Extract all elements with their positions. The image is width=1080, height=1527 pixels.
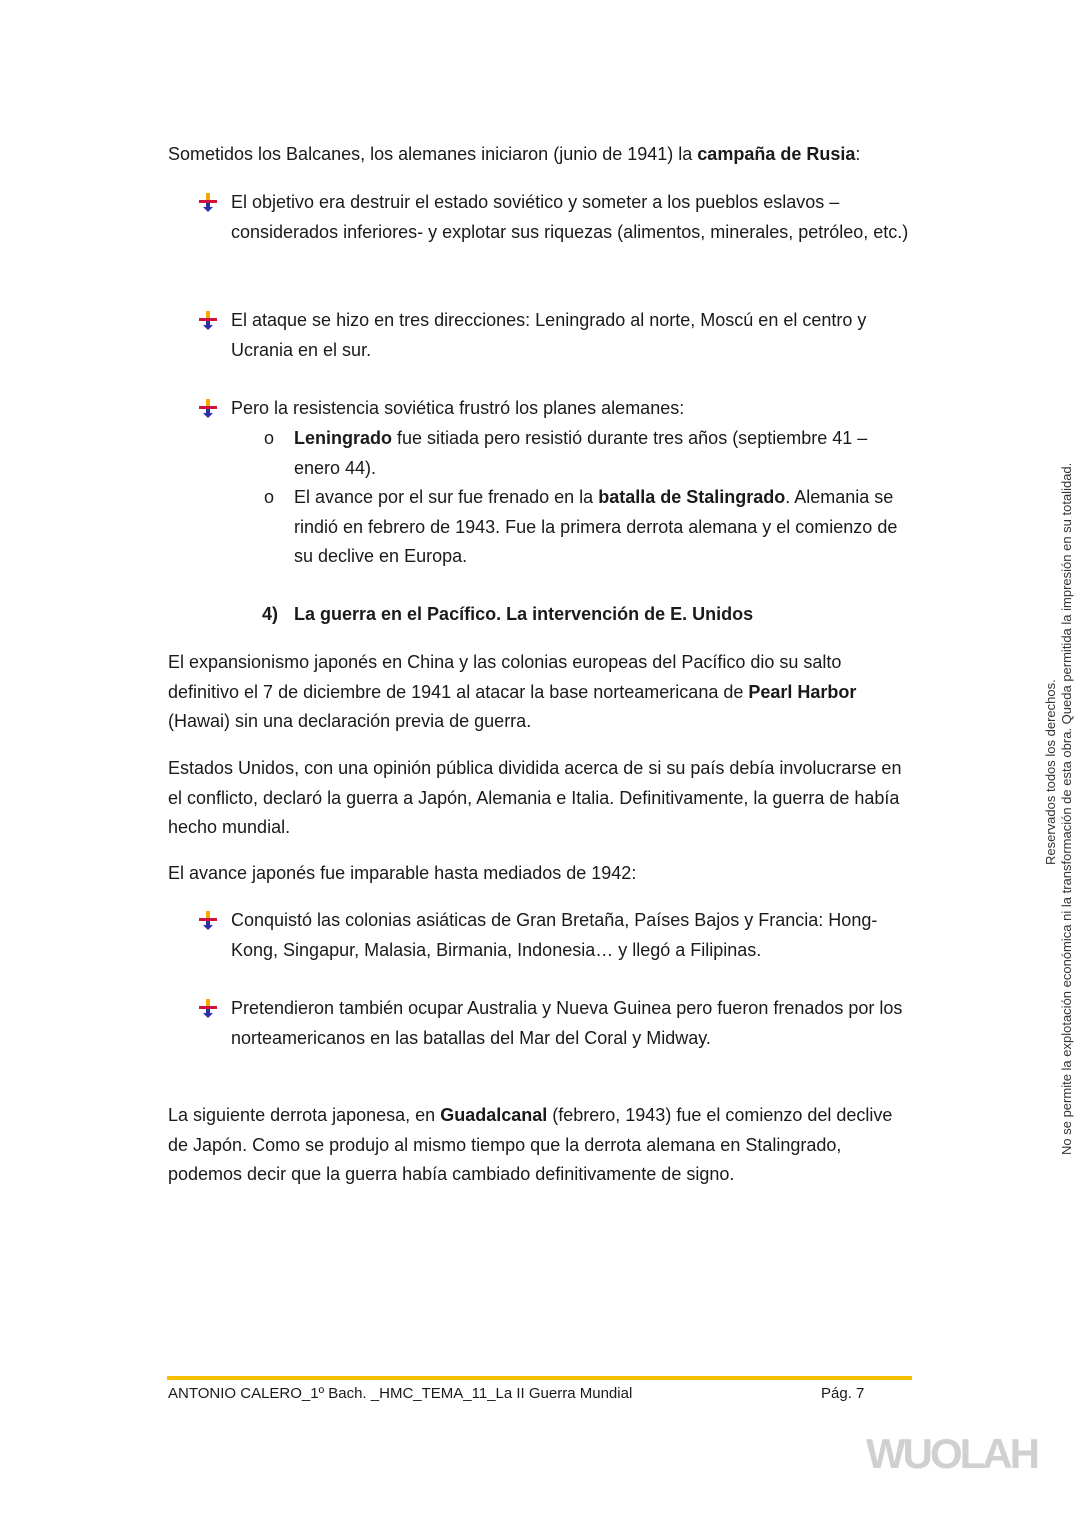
plus-arrow-icon (198, 398, 218, 418)
intro-paragraph (168, 140, 910, 170)
section-title: La guerra en el Pacífico. La intervención de E. Unidos (294, 604, 754, 624)
bullet-item (198, 994, 910, 1053)
bullet-item (198, 906, 910, 965)
sub-item-after: . Alemania se rindió en febrero de 1943. Fue la primera derrota alemana y el comienzo de su declive en Europa. (294, 487, 898, 566)
plus-arrow-icon (198, 998, 218, 1018)
bullet-text: Conquistó las colonias asiáticas de Gran Bretaña, Países Bajos y Francia: Hong-Kong, Singapur, Malasia, Birmania, Indonesia… y llegó a Filipinas. (231, 910, 878, 960)
bullet-item (198, 188, 910, 247)
sub-item-text (294, 483, 910, 572)
usa-paragraph: Estados Unidos, con una opinión pública dividida acerca de si su país debía involucrarse en el conflicto, declaró la guerra a Japón, Alemania e Italia. Definitivamente, la guerra de había hecho mundial. (168, 758, 902, 837)
sub-list-item (262, 424, 910, 483)
final-bold: Guadalcanal (440, 1105, 548, 1125)
bullet-item (198, 394, 910, 424)
footer-document-title: ANTONIO CALERO_1º Bach. _HMC_TEMA_11_La II Guerra Mundial (168, 1385, 633, 1402)
footer-rule (167, 1376, 912, 1380)
final-text: La siguiente derrota japonesa, en (168, 1105, 441, 1125)
sub-list-item (262, 483, 910, 572)
bullet-text: El objetivo era destruir el estado soviético y someter a los pueblos eslavos –considerados inferiores- y explotar sus riquezas (alimentos, minerales, petróleo, etc.) (231, 192, 909, 242)
sub-item-bold: batalla de Stalingrado (598, 487, 786, 507)
pacific-text: El expansionismo japonés en China y las colonias europeas del Pacífico dio su salto definitivo el 7 de diciembre de 1941 al atacar la base norteamericana de (168, 652, 842, 702)
section-heading (262, 600, 753, 630)
wuolah-logo (866, 1430, 1046, 1474)
side-note-line1: Reservados todos los derechos. (1043, 679, 1058, 865)
sub-item-text (294, 424, 910, 483)
bullet-text: Pretendieron también ocupar Australia y Nueva Guinea pero fueron frenados por los norteamericanos en las batallas del Mar del Coral y Midway. (231, 998, 903, 1048)
pacific-text-after: (Hawai) sin una declaración previa de guerra. (168, 711, 532, 731)
sub-item-before: El avance por el sur fue frenado en la (294, 487, 599, 507)
section-number: 4) (262, 604, 279, 624)
pacific-paragraph (168, 648, 910, 737)
footer-page-number: Pág. 7 (821, 1385, 865, 1402)
advance-paragraph: El avance japonés fue imparable hasta mediados de 1942: (168, 863, 637, 883)
bullet-text: Pero la resistencia soviética frustró los planes alemanes: (231, 398, 685, 418)
circle-bullet-marker: o (263, 487, 274, 507)
plus-arrow-icon (198, 192, 218, 212)
logo-text: WUOLAH (866, 1430, 1037, 1474)
pacific-bold: Pearl Harbor (748, 681, 857, 702)
circle-bullet-marker: o (263, 428, 274, 448)
intro-text: Sometidos los Balcanes, los alemanes iniciaron (junio de 1941) la (168, 144, 698, 164)
plus-arrow-icon (198, 910, 218, 930)
side-note-line2: No se permite la explotación económica ni la transformación de esta obra. Queda permitida la impresión en su totalidad. (1059, 462, 1074, 1155)
sub-item-bold: Leningrado (294, 428, 392, 448)
sub-item-rest: fue sitiada pero resistió durante tres años (septiembre 41 – enero 44). (294, 428, 868, 478)
bullet-text: El ataque se hizo en tres direcciones: Leningrado al norte, Moscú en el centro y Ucrania en el sur. (231, 310, 867, 360)
copyright-side-note (1043, 375, 1080, 1155)
final-text-after: (febrero, 1943) fue el comienzo del declive de Japón. Como se produjo al mismo tiempo que la derrota alemana en Stalingrado, podemos decir que la guerra había cambiado definitivamente de signo. (168, 1105, 893, 1184)
bullet-item (198, 306, 910, 365)
plus-arrow-icon (198, 310, 218, 330)
intro-bold: campaña de Rusia (697, 144, 856, 164)
final-paragraph (168, 1101, 910, 1190)
intro-colon: : (855, 144, 861, 164)
